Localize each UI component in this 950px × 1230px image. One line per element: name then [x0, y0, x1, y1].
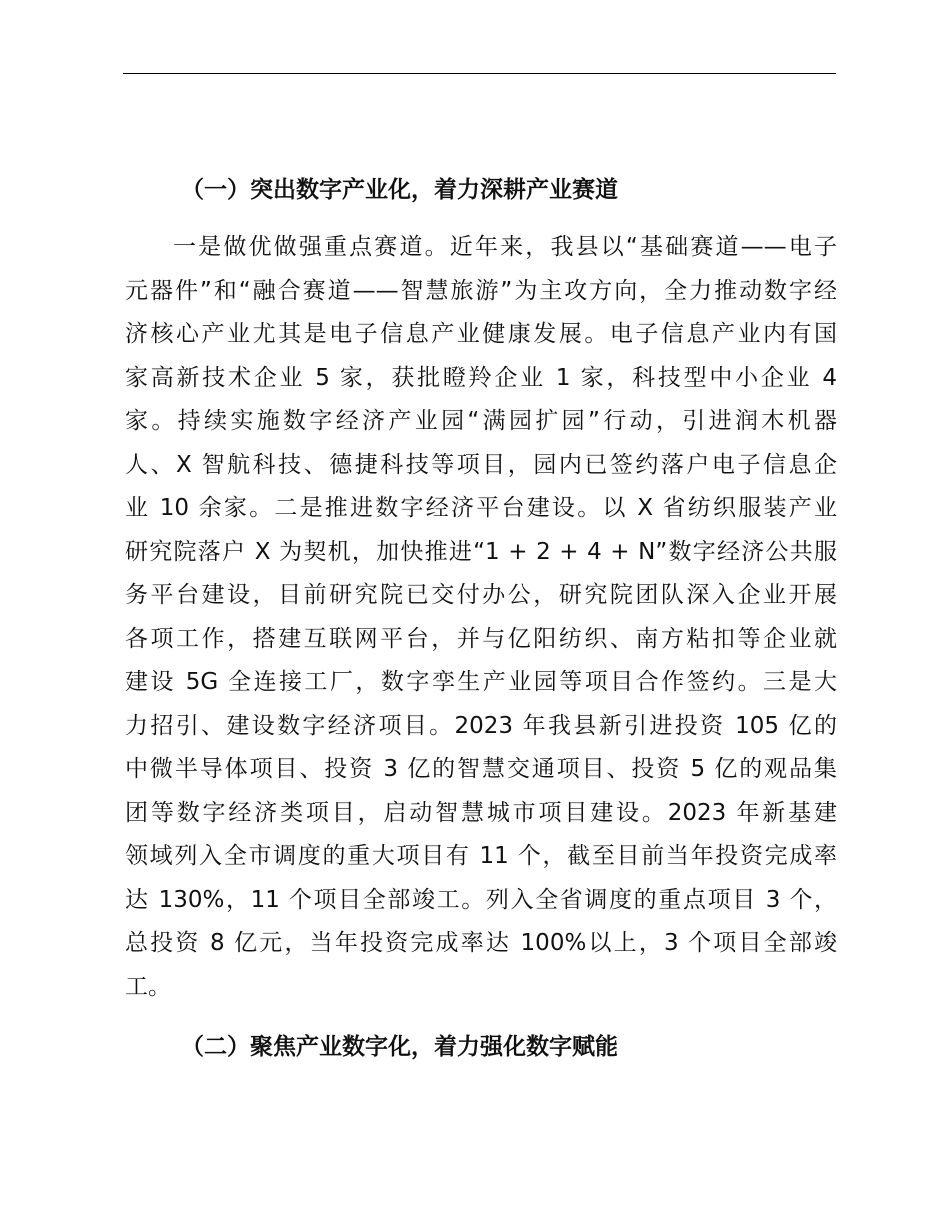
paragraph-line: 力招引、建设数字经济项目。2023 年我县新引进投资 105 亿的 — [125, 712, 837, 739]
paragraph-line: 一是做优做强重点赛道。近年来，我县以“基础赛道——电子 — [173, 234, 837, 260]
paragraph-line: 各项工作，搭建互联网平台，并与亿阳纺织、南方粘扣等企业就 — [125, 625, 837, 652]
section-heading-1: （一）突出数字产业化，着力深耕产业赛道 — [181, 177, 618, 203]
section-heading-2: （二）聚焦产业数字化，着力强化数字赋能 — [181, 1034, 618, 1060]
paragraph-line: 研究院落户 X 为契机，加快推进“1 + 2 + 4 + N”数字经济公共服 — [125, 538, 837, 565]
paragraph-line: 人、X 智航科技、德捷科技等项目，园内已签约落户电子信息企 — [125, 451, 837, 478]
header-rule — [123, 73, 836, 74]
paragraph-line: 领域列入全市调度的重大项目有 11 个，截至目前当年投资完成率 — [125, 843, 837, 869]
paragraph-line: 济核心产业尤其是电子信息产业健康发展。电子信息产业内有国 — [125, 321, 837, 347]
paragraph-line: 达 130%，11 个项目全部竣工。列入全省调度的重点项目 3 个， — [125, 886, 837, 913]
paragraph-line: 务平台建设，目前研究院已交付办公，研究院团队深入企业开展 — [125, 582, 837, 608]
paragraph-line: 建设 5G 全连接工厂，数字孪生产业园等项目合作签约。三是大 — [125, 669, 837, 695]
paragraph-line: 元器件”和“融合赛道——智慧旅游”为主攻方向，全力推动数字经 — [125, 277, 837, 304]
paragraph-line: 家高新技术企业 5 家，获批瞪羚企业 1 家，科技型中小企业 4 — [125, 364, 837, 391]
paragraph-line: 业 10 余家。二是推进数字经济平台建设。以 X 省纺织服装产业 — [125, 495, 837, 521]
paragraph-line: 工。 — [125, 973, 171, 1000]
document-body — [125, 168, 837, 1069]
paragraph-line: 总投资 8 亿元，当年投资完成率达 100%以上，3 个项目全部竣 — [125, 930, 837, 956]
paragraph-line: 中微半导体项目、投资 3 亿的智慧交通项目、投资 5 亿的观品集 — [125, 756, 837, 782]
paragraph-line: 团等数字经济类项目，启动智慧城市项目建设。2023 年新基建 — [125, 799, 837, 826]
paragraph-line: 家。持续实施数字经济产业园“满园扩园”行动，引进润木机器 — [125, 408, 837, 434]
paragraph-1 — [125, 226, 837, 1009]
